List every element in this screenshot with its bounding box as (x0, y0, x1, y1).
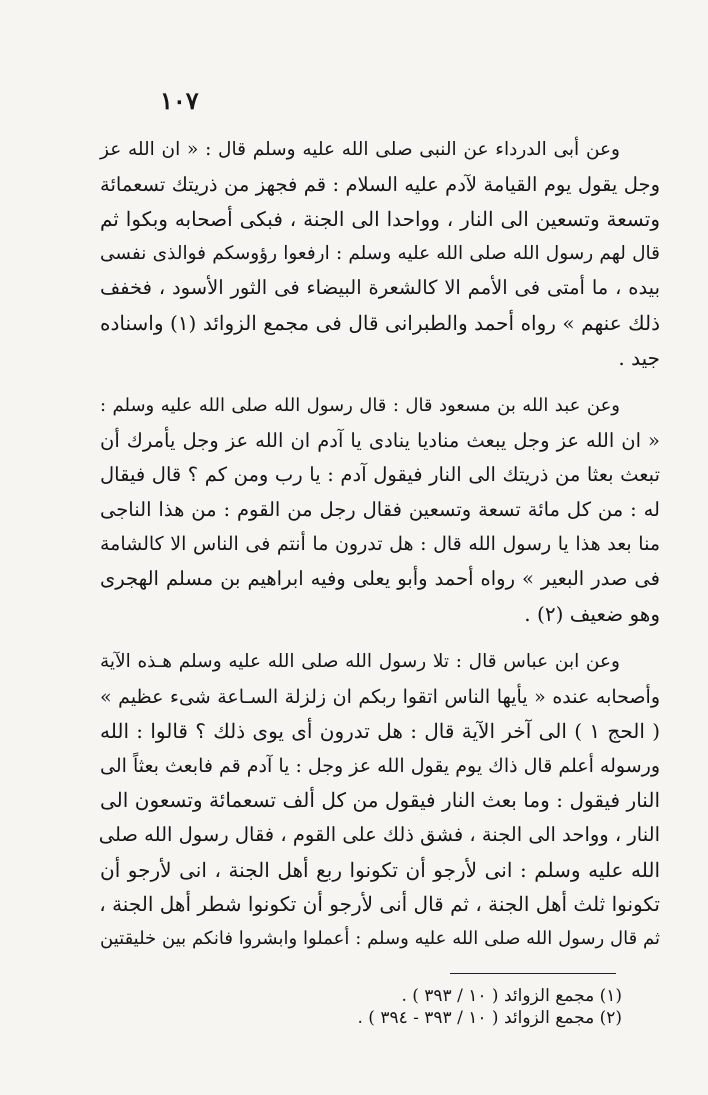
text-line: وأصحابه عنده « يأيها الناس اتقوا ربكم ان زلزلة السـاعة شىء عظيم » (100, 685, 660, 708)
paragraph-2 (100, 389, 660, 631)
text-line: وجل يقول يوم القيامة لآدم عليه السلام : قم فجهز من ذريتك تسعمائة (100, 172, 660, 196)
text-line: ( الحج ١ ) الى آخر الآية قال : هل تدرون أى يوى ذلك ؟ قالوا : الله (100, 719, 660, 744)
text-line: تكونوا ثلث أهل الجنة ، ثم قال أنى لأرجو أن تكونوا شطر أهل الجنة ، (99, 892, 660, 917)
text-line: بيده ، ما أمتى فى الأمم الا كالشعرة البيضاء فى الثور الأسود ، فخفف (100, 276, 660, 300)
text-line: وتسعة وتسعين الى النار ، وواحدا الى الجنة ، فبكى أصحابه وبكوا ثم (100, 207, 660, 232)
text-line: له : من كل مائة تسعة وتسعين فقال رجل من القوم : من هذا الناجى (100, 497, 660, 521)
footnote-1: (١) مجمع الزوائد ( ١٠ / ٣٩٣ ) . (401, 986, 622, 1006)
text-line: وعن ابن عباس قال : تلا رسول الله صلى الله عليه وسلم هـذه الآية (100, 651, 620, 672)
text-line: الله عليه وسلم : انى لأرجو أن تكونوا ربع أهل الجنة ، انى لأرجو أن (100, 857, 660, 882)
paragraph-1 (100, 133, 660, 375)
text-line: النار فيقول : وما بعث النار فيقول من كل ألف تسعمائة وتسعون الى (100, 788, 660, 813)
text-line: منا بعد هذا يا رسول الله قال : هل تدرون ما أنتم فى الناس الا كالشامة (100, 533, 660, 556)
text-line: تبعث بعثا من ذريتك الى النار فيقول آدم : يا رب ومن كم ؟ قال فيقال (100, 463, 660, 487)
page-number: ١٠٧ (160, 86, 199, 115)
text-line: النار ، وواحد الى الجنة ، فشق ذلك على القوم ، فقال رسول الله صلى (98, 822, 660, 846)
text-line: « ان الله عز وجل يبعث مناديا ينادى يا آدم ان الله عز وجل يأمرك أن (100, 428, 660, 452)
text-line: ثم قال رسول الله صلى الله عليه وسلم : أعملوا وابشروا فانكم بين خليقتين (100, 927, 660, 949)
paragraph-3 (100, 645, 660, 956)
text-line: فى صدر البعير » رواه أحمد وأبو يعلى وفيه ابراهيم بن مسلم الهجرى (100, 566, 660, 590)
text-line: وهو ضعيف (٢) . (524, 601, 660, 626)
footnotes (250, 985, 622, 1029)
text-line: وعن أبى الدرداء عن النبى صلى الله عليه وسلم قال : « ان الله عز (100, 139, 620, 160)
text-line: ذلك عنهم » رواه أحمد والطبرانى قال فى مجمع الزوائد (١) واسناده (100, 310, 660, 335)
text-line: جيد . (618, 345, 660, 370)
text-line: وعن عبد الله بن مسعود قال : قال رسول الله صلى الله عليه وسلم : (100, 395, 620, 416)
footnote-divider (450, 973, 616, 974)
text-line: ورسوله أعلم قال ذاك يوم يقول الله عز وجل : يا آدم قم فابعث بعثاً الى (100, 754, 660, 777)
text-line: قال لهم رسول الله صلى الله عليه وسلم : ارفعوا رؤوسكم فوالذى نفسى (100, 242, 660, 264)
footnote-2: (٢) مجمع الزوائد ( ١٠ / ٣٩٣ - ٣٩٤ ) . (357, 1008, 622, 1028)
